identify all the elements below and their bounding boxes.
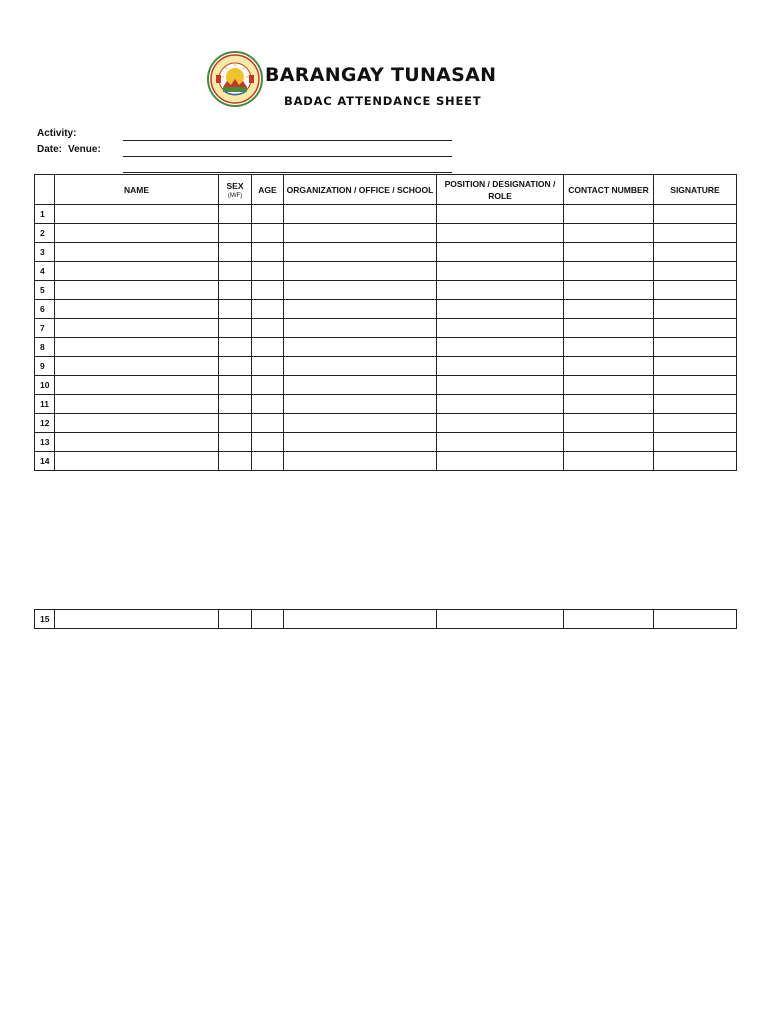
row-number: 3	[35, 243, 55, 262]
col-header-sex	[219, 175, 252, 205]
col-header-signature: SIGNATURE	[654, 175, 737, 205]
organization-cell[interactable]	[284, 243, 437, 262]
organization-cell[interactable]	[284, 338, 437, 357]
contact-cell[interactable]	[564, 414, 654, 433]
organization-cell[interactable]	[284, 319, 437, 338]
organization-cell[interactable]	[284, 224, 437, 243]
col-header-sex-sub: (M/F)	[227, 192, 243, 199]
age-cell[interactable]	[252, 300, 284, 319]
page-title: BARANGAY TUNASAN	[265, 64, 497, 86]
age-cell[interactable]	[252, 357, 284, 376]
signature-cell[interactable]	[654, 205, 737, 224]
sex-cell[interactable]	[219, 610, 252, 629]
table-row	[35, 395, 737, 414]
row-number: 9	[35, 357, 55, 376]
row-number: 1	[35, 205, 55, 224]
sex-cell[interactable]	[219, 319, 252, 338]
activity-label: Activity:	[37, 128, 77, 139]
signature-cell[interactable]	[654, 414, 737, 433]
table-row	[35, 414, 737, 433]
row-number: 14	[35, 452, 55, 471]
age-cell[interactable]	[252, 205, 284, 224]
position-cell[interactable]	[437, 319, 564, 338]
venue-label: Venue:	[68, 144, 101, 155]
name-cell[interactable]	[55, 395, 219, 414]
extra-line[interactable]	[123, 172, 452, 173]
contact-cell[interactable]	[564, 433, 654, 452]
table-row	[35, 319, 737, 338]
age-cell[interactable]	[252, 433, 284, 452]
table-header-row	[35, 175, 737, 205]
contact-cell[interactable]	[564, 224, 654, 243]
age-cell[interactable]	[252, 414, 284, 433]
table-row	[35, 376, 737, 395]
position-cell[interactable]	[437, 395, 564, 414]
sex-cell[interactable]	[219, 205, 252, 224]
age-cell[interactable]	[252, 395, 284, 414]
date-label: Date:	[37, 144, 63, 155]
signature-cell[interactable]	[654, 433, 737, 452]
sex-cell[interactable]	[219, 414, 252, 433]
sex-cell[interactable]	[219, 395, 252, 414]
age-cell[interactable]	[252, 610, 284, 629]
sex-cell[interactable]	[219, 224, 252, 243]
position-cell[interactable]	[437, 452, 564, 471]
row-number: 2	[35, 224, 55, 243]
organization-cell[interactable]	[284, 357, 437, 376]
position-cell[interactable]	[437, 338, 564, 357]
contact-cell[interactable]	[564, 357, 654, 376]
signature-cell[interactable]	[654, 262, 737, 281]
organization-cell[interactable]	[284, 414, 437, 433]
name-cell[interactable]	[55, 433, 219, 452]
row-number: 10	[35, 376, 55, 395]
date-venue-line[interactable]	[123, 156, 452, 157]
name-cell[interactable]	[55, 300, 219, 319]
sex-cell[interactable]	[219, 433, 252, 452]
age-cell[interactable]	[252, 243, 284, 262]
signature-cell[interactable]	[654, 243, 737, 262]
row-number: 13	[35, 433, 55, 452]
age-cell[interactable]	[252, 452, 284, 471]
contact-cell[interactable]	[564, 205, 654, 224]
name-cell[interactable]	[55, 243, 219, 262]
row-number: 4	[35, 262, 55, 281]
name-cell[interactable]	[55, 281, 219, 300]
signature-cell[interactable]	[654, 610, 737, 629]
position-cell[interactable]	[437, 205, 564, 224]
table-row	[35, 205, 737, 224]
contact-cell[interactable]	[564, 338, 654, 357]
table-row	[35, 300, 737, 319]
attendance-table-continued-body	[35, 610, 737, 629]
position-cell[interactable]	[437, 610, 564, 629]
attendance-table	[34, 174, 737, 471]
position-cell[interactable]	[437, 243, 564, 262]
signature-cell[interactable]	[654, 395, 737, 414]
sex-cell[interactable]	[219, 357, 252, 376]
organization-cell[interactable]	[284, 262, 437, 281]
page-subtitle: BADAC ATTENDANCE SHEET	[284, 94, 482, 108]
organization-cell[interactable]	[284, 433, 437, 452]
name-cell[interactable]	[55, 376, 219, 395]
name-cell[interactable]	[55, 205, 219, 224]
sex-cell[interactable]	[219, 452, 252, 471]
position-cell[interactable]	[437, 376, 564, 395]
name-cell[interactable]	[55, 610, 219, 629]
row-number: 11	[35, 395, 55, 414]
activity-line[interactable]	[123, 140, 452, 141]
sex-cell[interactable]	[219, 338, 252, 357]
table-row	[35, 338, 737, 357]
organization-cell[interactable]	[284, 300, 437, 319]
name-cell[interactable]	[55, 357, 219, 376]
table-row	[35, 452, 737, 471]
position-cell[interactable]	[437, 433, 564, 452]
row-number: 7	[35, 319, 55, 338]
contact-cell[interactable]	[564, 610, 654, 629]
col-header-age: AGE	[252, 175, 284, 205]
position-cell[interactable]	[437, 262, 564, 281]
name-cell[interactable]	[55, 224, 219, 243]
age-cell[interactable]	[252, 338, 284, 357]
table-row	[35, 610, 737, 629]
sex-cell[interactable]	[219, 376, 252, 395]
age-cell[interactable]	[252, 281, 284, 300]
row-number: 5	[35, 281, 55, 300]
contact-cell[interactable]	[564, 262, 654, 281]
table-row	[35, 262, 737, 281]
organization-cell[interactable]	[284, 395, 437, 414]
age-cell[interactable]	[252, 376, 284, 395]
col-header-number	[35, 175, 55, 205]
table-row	[35, 433, 737, 452]
sex-cell[interactable]	[219, 281, 252, 300]
row-number: 12	[35, 414, 55, 433]
attendance-table-continued	[34, 609, 737, 629]
signature-cell[interactable]	[654, 376, 737, 395]
table-row	[35, 243, 737, 262]
name-cell[interactable]	[55, 414, 219, 433]
contact-cell[interactable]	[564, 281, 654, 300]
organization-cell[interactable]	[284, 610, 437, 629]
age-cell[interactable]	[252, 319, 284, 338]
name-cell[interactable]	[55, 319, 219, 338]
signature-cell[interactable]	[654, 300, 737, 319]
sex-cell[interactable]	[219, 300, 252, 319]
col-header-position: POSITION / DESIGNATION / ROLE	[437, 175, 564, 205]
col-header-organization: ORGANIZATION / OFFICE / SCHOOL	[284, 175, 437, 205]
contact-cell[interactable]	[564, 452, 654, 471]
organization-cell[interactable]	[284, 281, 437, 300]
barangay-seal-logo	[207, 51, 263, 107]
signature-cell[interactable]	[654, 338, 737, 357]
contact-cell[interactable]	[564, 376, 654, 395]
organization-cell[interactable]	[284, 452, 437, 471]
row-number: 6	[35, 300, 55, 319]
row-number: 15	[35, 610, 55, 629]
signature-cell[interactable]	[654, 452, 737, 471]
contact-cell[interactable]	[564, 319, 654, 338]
col-header-sex-label: SEX	[226, 180, 244, 191]
col-header-name: NAME	[55, 175, 219, 205]
table-row	[35, 224, 737, 243]
sex-cell[interactable]	[219, 262, 252, 281]
attendance-table-body	[35, 205, 737, 471]
name-cell[interactable]	[55, 338, 219, 357]
signature-cell[interactable]	[654, 319, 737, 338]
contact-cell[interactable]	[564, 300, 654, 319]
contact-cell[interactable]	[564, 243, 654, 262]
organization-cell[interactable]	[284, 205, 437, 224]
contact-cell[interactable]	[564, 395, 654, 414]
signature-cell[interactable]	[654, 224, 737, 243]
position-cell[interactable]	[437, 414, 564, 433]
position-cell[interactable]	[437, 224, 564, 243]
table-row	[35, 357, 737, 376]
signature-cell[interactable]	[654, 357, 737, 376]
name-cell[interactable]	[55, 452, 219, 471]
sex-cell[interactable]	[219, 243, 252, 262]
table-row	[35, 281, 737, 300]
col-header-contact: CONTACT NUMBER	[564, 175, 654, 205]
age-cell[interactable]	[252, 262, 284, 281]
signature-cell[interactable]	[654, 281, 737, 300]
organization-cell[interactable]	[284, 376, 437, 395]
position-cell[interactable]	[437, 357, 564, 376]
position-cell[interactable]	[437, 281, 564, 300]
row-number: 8	[35, 338, 55, 357]
age-cell[interactable]	[252, 224, 284, 243]
position-cell[interactable]	[437, 300, 564, 319]
name-cell[interactable]	[55, 262, 219, 281]
